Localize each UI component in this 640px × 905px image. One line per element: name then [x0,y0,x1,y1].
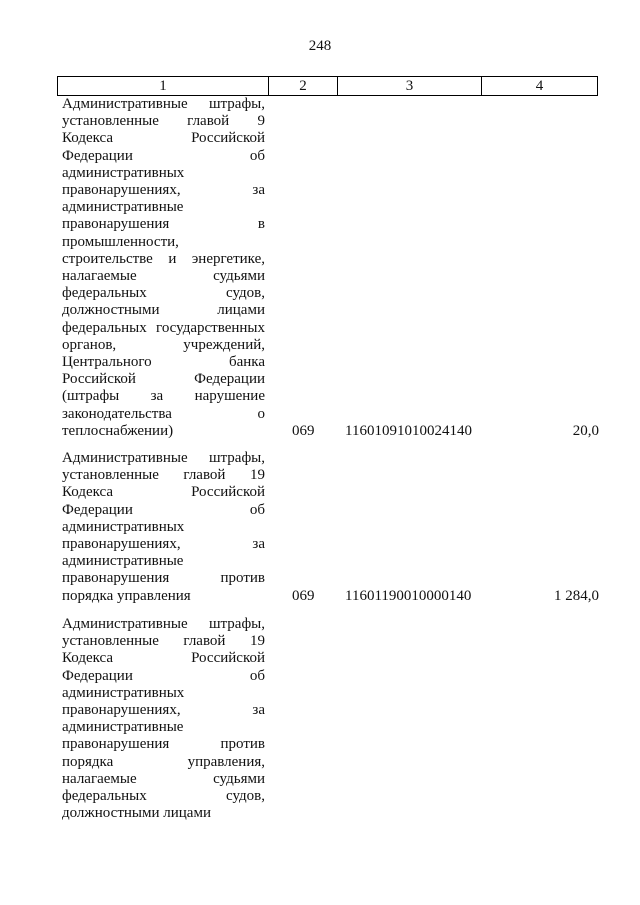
description-line: Федерации об [62,501,265,518]
column-header-2: 2 [269,77,338,96]
row-description [62,96,265,440]
description-line: Кодекса Российской [62,650,265,667]
description-line: должностными лицами [62,302,265,319]
description-line: Административные штрафы, [62,450,265,466]
budget-classification-code: 11601190010000140 [345,587,472,604]
description-line: органов, учреждений, [62,336,265,353]
description-line: установленные главой 9 [62,113,265,130]
amount: 20,0 [572,422,599,439]
description-line: строительстве и энергетике, [62,250,265,267]
description-line: Кодекса Российской [62,130,265,147]
description-line: правонарушениях, за [62,702,265,719]
description-line: правонарушения против [62,570,265,587]
admin-code: 069 [292,422,315,439]
description-line: законодательства о [62,405,265,422]
description-line: федеральных судов, [62,285,265,302]
page-number: 248 [308,38,332,54]
description-line: налагаемые судьями [62,770,265,787]
description-line: порядка управления [62,587,191,604]
description-line: административных [62,684,185,701]
description-line: порядка управления, [62,753,265,770]
column-header-4: 4 [482,77,598,96]
description-line: федеральных судов, [62,788,265,805]
description-line: административные [62,719,184,736]
description-line: правонарушениях, за [62,536,265,553]
admin-code: 069 [292,587,315,604]
description-line: налагаемые судьями [62,268,265,285]
description-line: Федерации об [62,667,265,684]
description-line: административных [62,518,185,535]
description-line: (штрафы за нарушение [62,388,265,405]
description-line: Центрального банка [62,354,265,371]
description-line: административные [62,553,184,570]
description-line: правонарушения в [62,216,265,233]
description-line: теплоснабжении) [62,422,174,439]
description-line: промышленности, [62,233,179,250]
column-header-3: 3 [338,77,482,96]
description-line: правонарушения против [62,736,265,753]
description-line: правонарушениях, за [62,182,265,199]
row-description [62,450,265,605]
description-line: должностными лицами [62,805,211,822]
description-line: административных [62,164,185,181]
description-line: установленные главой 19 [62,633,265,650]
description-line: Федерации об [62,147,265,164]
row-description [62,616,265,822]
column-header-row [58,77,598,96]
description-line: Российской Федерации [62,371,265,388]
budget-classification-code: 11601091010024140 [345,422,472,439]
column-header-table [57,76,598,96]
description-line: федеральных государственных [62,319,265,336]
column-header-1: 1 [58,77,269,96]
description-line: установленные главой 19 [62,467,265,484]
description-line: Административные штрафы, [62,616,265,632]
amount: 1 284,0 [554,587,599,604]
description-line: Кодекса Российской [62,484,265,501]
description-line: административные [62,199,184,216]
description-line: Административные штрафы, [62,96,265,112]
